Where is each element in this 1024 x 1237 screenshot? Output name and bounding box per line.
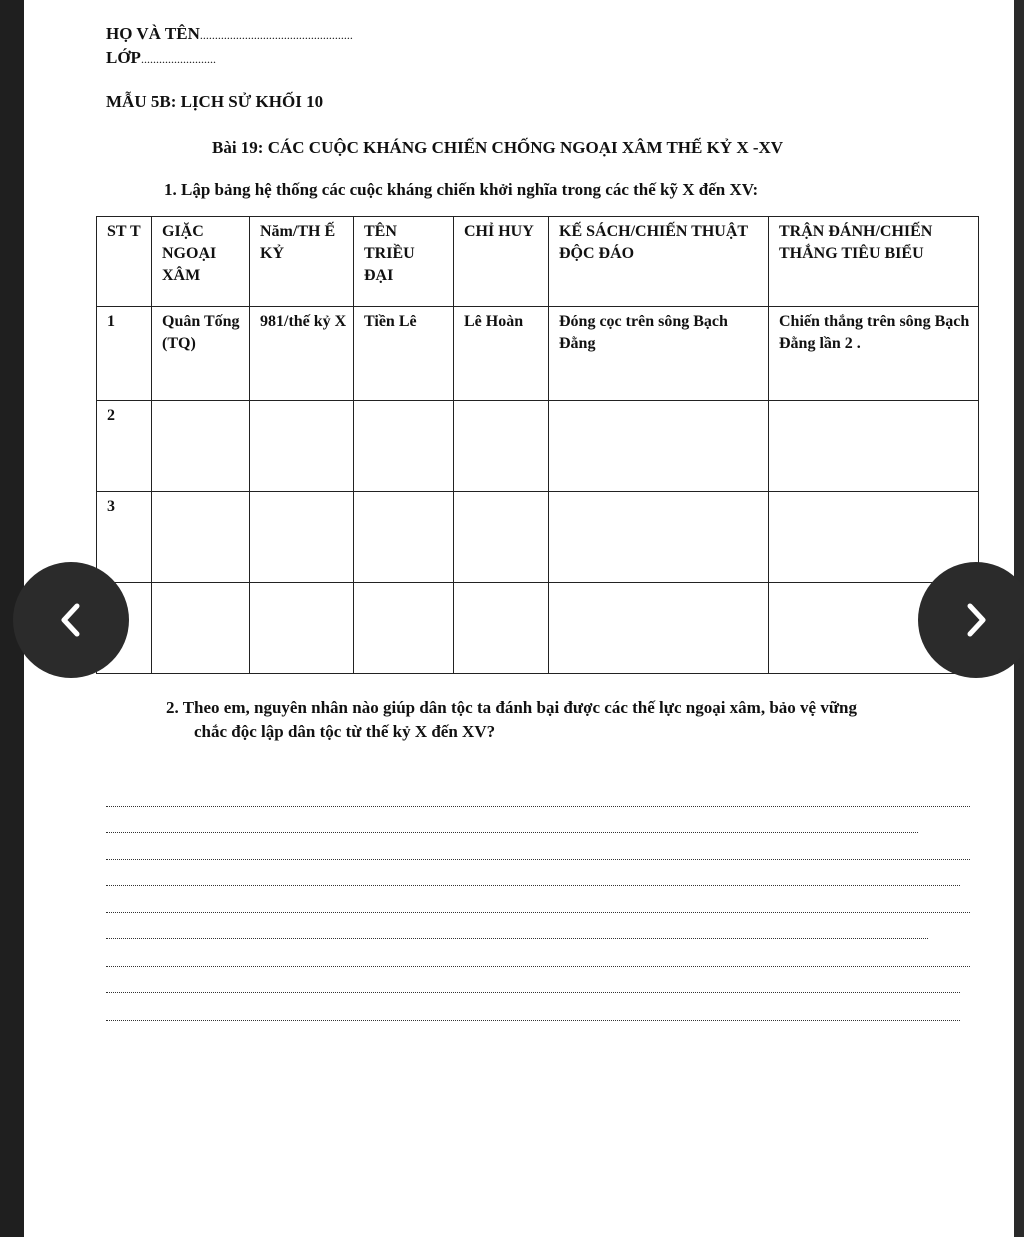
- table-cell: Đóng cọc trên sông Bạch Đằng: [549, 307, 769, 401]
- table-cell: [454, 401, 549, 492]
- table-cell: 1: [97, 307, 152, 401]
- next-page-button[interactable]: [918, 562, 1024, 678]
- table-cell: [152, 583, 250, 674]
- question-2-line-1: 2. Theo em, nguyên nhân nào giúp dân tộc ta đánh bại được các thế lực ngoại xâm, bảo vệ vững: [166, 698, 857, 717]
- answer-line: [106, 992, 960, 993]
- table-cell: [250, 583, 354, 674]
- table-cell: [549, 401, 769, 492]
- name-blank: ...................................................: [199, 28, 353, 42]
- class-line: [106, 48, 216, 69]
- table-cell: Chiến thắng trên sông Bạch Đằng lần 2 .: [769, 307, 979, 401]
- header-cell-battle: TRẬN ĐÁNH/CHIẾN THẮNG TIÊU BIỂU: [769, 217, 979, 307]
- answer-line: [106, 885, 960, 886]
- table-cell: Lê Hoàn: [454, 307, 549, 401]
- table-row: [97, 583, 979, 674]
- header-cell-strategy: KẾ SÁCH/CHIẾN THUẬT ĐỘC ĐÁO: [549, 217, 769, 307]
- table-cell: [354, 401, 454, 492]
- table-cell: Tiền Lê: [354, 307, 454, 401]
- chevron-right-icon: [961, 601, 991, 639]
- header-cell-invader: GIẶC NGOẠI XÂM: [152, 217, 250, 307]
- table-cell: 981/thế kỷ X: [250, 307, 354, 401]
- table-cell: [152, 401, 250, 492]
- class-blank: .........................: [140, 52, 216, 66]
- table-cell: [152, 492, 250, 583]
- answer-line: [106, 966, 970, 967]
- question-2-line-2: chắc độc lập dân tộc từ thế kỷ X đến XV?: [194, 722, 496, 741]
- table-cell: [354, 583, 454, 674]
- answer-line: [106, 938, 928, 939]
- header-cell-dynasty: TÊN TRIỀU ĐẠI: [354, 217, 454, 307]
- header-cell-year: Năm/TH Ế KỶ: [250, 217, 354, 307]
- table-cell: [769, 401, 979, 492]
- table-cell: 2: [97, 401, 152, 492]
- table-row: [97, 401, 979, 492]
- table-cell: [250, 492, 354, 583]
- answer-line: [106, 832, 918, 833]
- table-cell: Quân Tống (TQ): [152, 307, 250, 401]
- previous-page-button[interactable]: [13, 562, 129, 678]
- answer-line: [106, 859, 970, 860]
- table-cell: [549, 583, 769, 674]
- table-cell: [454, 583, 549, 674]
- table-cell: [250, 401, 354, 492]
- lesson-title: Bài 19: CÁC CUỘC KHÁNG CHIẾN CHỐNG NGOẠI XÂM THẾ KỶ X -XV: [212, 138, 784, 157]
- table-header-row: [97, 217, 979, 307]
- answer-line: [106, 1020, 960, 1021]
- class-label: LỚP: [106, 48, 141, 67]
- question-1: 1. Lập bảng hệ thống các cuộc kháng chiến khởi nghĩa trong các thế kỹ X đến XV:: [164, 180, 759, 199]
- header-cell-commander: CHỈ HUY: [454, 217, 549, 307]
- table-cell: [454, 492, 549, 583]
- table-cell: [549, 492, 769, 583]
- table-row: [97, 307, 979, 401]
- table-cell: [354, 492, 454, 583]
- header-cell-stt: ST T: [97, 217, 152, 307]
- answer-line: [106, 912, 970, 913]
- table-row: [97, 492, 979, 583]
- name-label: HỌ VÀ TÊN: [106, 24, 200, 43]
- form-title: MẪU 5B: LỊCH SỬ KHỐI 10: [106, 92, 324, 111]
- name-line: [106, 24, 353, 45]
- summary-table: [96, 216, 979, 674]
- table-cell: 3: [97, 492, 152, 583]
- answer-line: [106, 806, 970, 807]
- chevron-left-icon: [56, 601, 86, 639]
